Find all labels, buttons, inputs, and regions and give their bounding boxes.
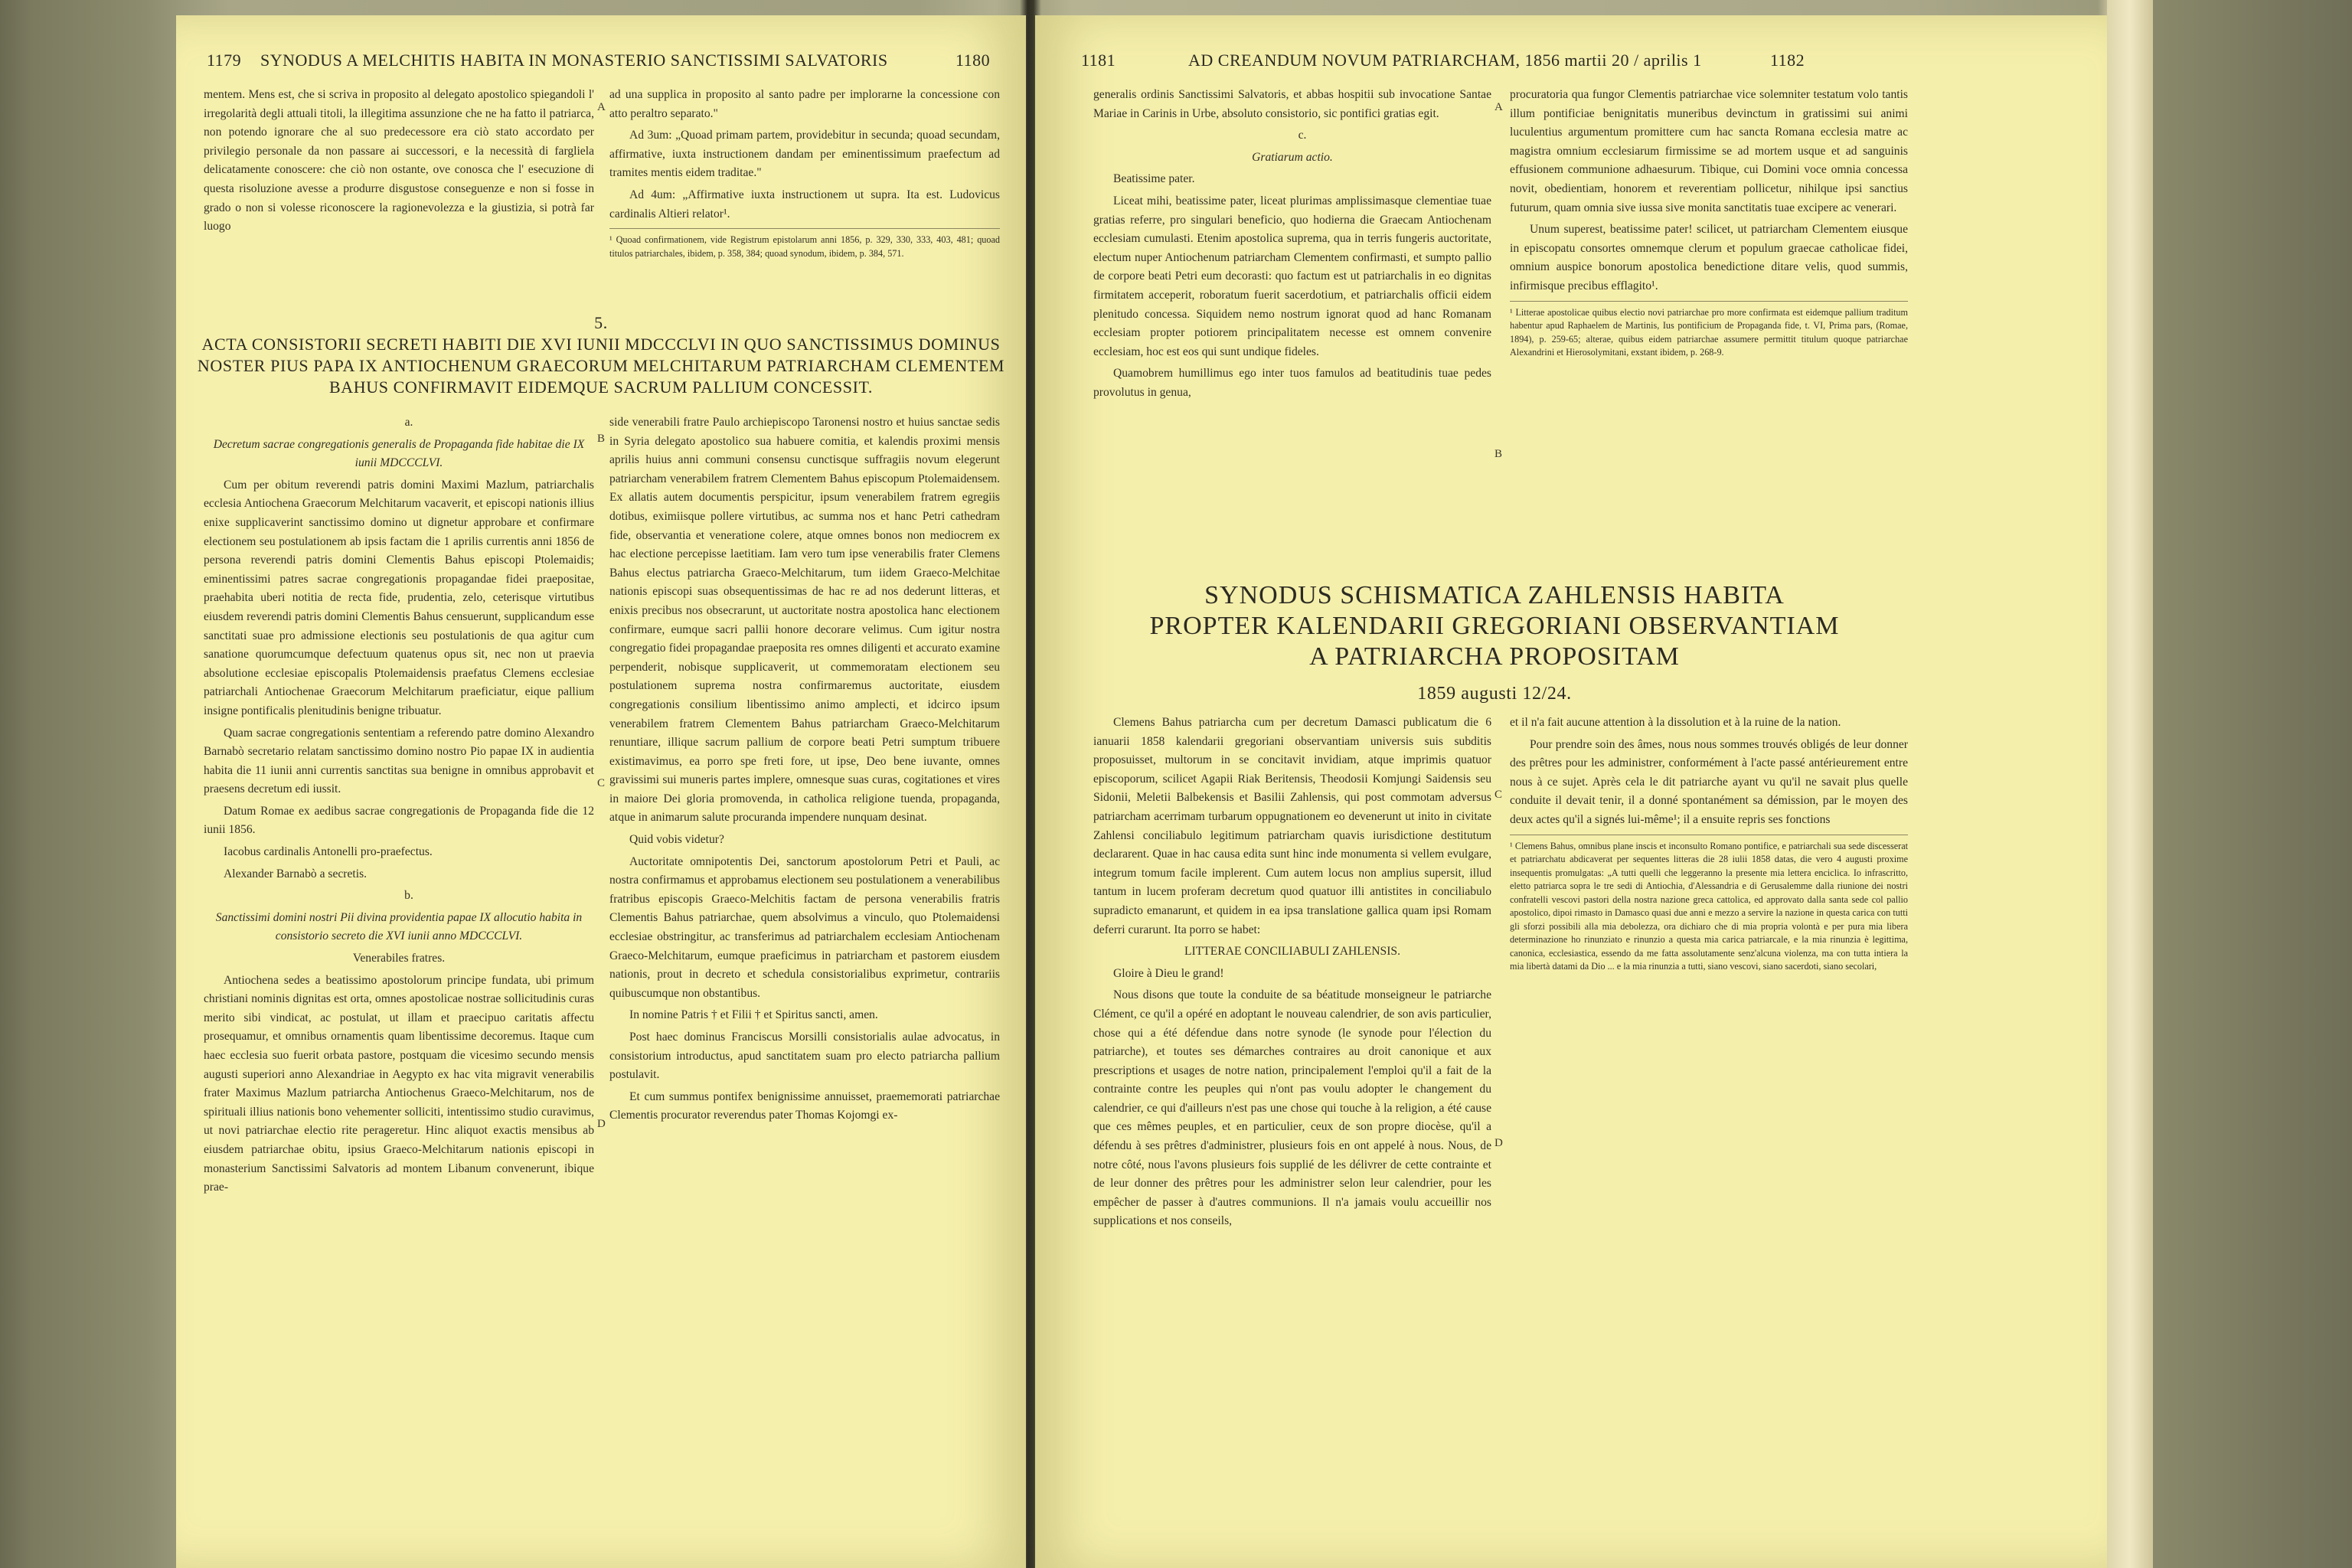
beatissime-pater: Beatissime pater. [1113,172,1195,186]
right-margin-marker-a: A [1494,101,1503,113]
left-col1-p1: Cum per obitum reverendi patris domini Maximi Mazlum, patriarchalis ecclesia Antiochena Graecorum Melchitarum vacaverit, et episcopi nationis illius enixe supplicaverint sanctissimo domino ut dignetur approbare et confirmare electionem seu postulationem ab ipsis factam die 1 aprilis currentis anni 1856 de persona reverendi patris domini Clementis Bahus episcopi Ptolemaidis; eminentissimi patres sacrae congregationis propagandae fidei praepositae, praehabita uberi notitia de recta fide, prudentia, zelo, ceterisque virtutibus eiusdem reverendi patris domini Clementis Bahus censuerunt, supplicandum esse sanctitati suae pro admissione electionis seu postulationis de qua agitur cum sanatione quorumcumque defectuum quatenus opus sit, nec non ut praevia absolutione ecclesiae episcopalis Ptolemaidensis praefatus Clemens ecclesiae patriarchali Antiochenae Graecorum Melchitarum praeficiatur, eique pallium insigne pontificalis plenitudinis benigne tribuatur. [204,478,594,717]
right-lower-col1-p1: Clemens Bahus patriarcha cum per decretum Damasci publicatum die 6 ianuarii 1858 kalendarii gregoriani observantiam universis suis subditis proposuisset, multorum in se concitavit invidiam, atque imprimis quatuor episcoporum, scilicet Agapii Riak Beritensis, Theodosii Komjungi Saidensis seu Sidonii, Meletii Balbekensis et Basilii Zahlensis, qui post commotam adversus patriarcham acerrimam turbarum oppugnationem eo devenerunt ut inito in civitate Zahlensi conciliabulo legitimum patriarcham quavis iurisdictione destitutum declararent. Quae in hac causa edita sunt hinc inde monumenta si vellem evulgare, integrum tomum facile implerent. Cum autem locus non amplius supersit, illud tantum in lucem proferam decretum quod quatuor illi antistites in conciliabulo supradicto emanarunt, et quidem in ea ipsa translatione gallica quam ipsi Romam deferri curarunt. Ita porro se habet: [1093,716,1491,936]
left-col2-p4: Post haec dominus Franciscus Morsilli consistorialis aulae advocatus, in consistorium introductus, apud sanctitatem suam pro electo patriarcha pallium postulavit. [609,1031,1000,1082]
right-col2-p1: procuratoria qua fungor Clementis patriarchae vice solemniter testatum volo tantis illum pontificiae benignitatis muneribus devinctum in gratissimi sui animi luculentius argumentum promittere cum hac sancta Romana ecclesia matre ac magistra omnium ecclesiarum firmissime se ad mortem usque et ad sanguinis effusionem communione adhaesurum. Tibique, cui Domini voce omnia concessa novit, obedientiam, honorem et reverentiam pollicetur, nihilque ipsi sanctius futurum, quam omnia sive iussa sive monita sanctitatis tuae excipere ac venerari. [1510,88,1908,214]
label-b: b. [404,889,413,903]
section-5-heading [191,312,1011,398]
left-col2-p3: In nomine Patris † et Filii † et Spiritus sancti, amen. [629,1008,878,1022]
margin-marker-b: B [597,433,606,445]
left-top-col1 [204,86,594,240]
left-col1-p3: Datum Romae ex aedibus sacrae congregationis de Propaganda fide die 12 iunii 1856. [204,804,594,837]
right-page [1035,15,2107,1568]
signature-antonelli: Iacobus cardinalis Antonelli pro-praefectus. [224,845,433,859]
label-c: c. [1298,129,1307,142]
left-top-col1-text: mentem. Mens est, che si scriva in proposito al delegato apostolico spiegandoli l' irregolarità degli attuali titoli, la illegitima assunzione che ne ha fatto il patriarca, non potendo ignorare che al suo predecessore era ciò stato accordato per privilegio personale da non passare ai successori, e la necessità di fargliela delicatamente conoscere: che ciò non ostante, ove conosca che l' esecuzione di questa risoluzione avesse a produrre disgustose conseguenze e non si fosse in grado o non si volesse riconoscere la ragionevolezza e la giustizia, si potrà far luogo [204,88,594,234]
right-margin-marker-c: C [1494,789,1503,801]
left-top-col2-text-a: ad una supplica in proposito al santo padre per implorarne la concessione con atto peraltro separato." [609,88,1000,120]
left-page-number: 1179 [207,51,242,70]
left-top-col2-text-c: Ad 4um: „Affirmative iuxta instructionem ut supra. Ita est. Ludovicus cardinalis Altieri relator¹. [609,188,1000,220]
right-col1 [1093,86,1491,406]
right-col1-p2: Quamobrem humillimus ego inter tuos famulos ad beatitudinis tuae pedes provolutus in genua, [1093,367,1491,399]
left-col1-p4: Antiochena sedes a beatissimo apostolorum principe fundata, ubi primum christiani nominis dignitas est orta, omnes apostolicae nostrae sollicitudinis curas merito sibi vindicat, ac postulat, ut illam et praecipuo caritatis affectu prosequamur, et omnibus ornamentis quam libentissime decoremus. Itaque cum haec ecclesia suo fuerit orbata pastore, postquam die vicesimo secundo mensis augusti superiori anno Alexandriae in Aegypto ex hac vita migravit venerabilis frater Maximus Mazlum patriarcha Antiochenus Graeco-Melchitarum, nos de spirituali illius nationis bono vehementer solliciti, intentissimo studio curavimus, ut novi patriarchae electio rite perageretur. Hinc aliquot exactis mensibus ab eiusdem patriarchae obitu, ipsius Graeco-Melchitarum nationis episcopi in monasterium Sanctissimi Salvatoris ad montem Libanum convenerunt, ibique prae- [204,973,594,1194]
synodus-title-line3: A PATRIARCHA PROPOSITAM [1309,642,1680,671]
decretum-title: Decretum sacrae congregationis generalis de Propaganda fide habitae die IX iunii MDCCCLVI. [213,437,585,470]
right-col1-p1: Liceat mihi, beatissime pater, liceat plurimas amplissimasque clementiae tuae gratias referre, pro singulari beneficio, quo hodierna die Graecam Antiochenam ecclesiam cumulasti. Etenim apostolica suprema, qua in terris fungeris auctoritate, electum nuper Antiochenum patriarcham Clementem confirmasti, et sumpto pallio de corpore beati Petri eum decorasti: quo factum est ut patriarchalis in eo dignitas firmitatem acceperit, roboratum fuerit sacerdotium, et patriarchalis officii eidem plenitudo concessa. Siquidem nemo nostrum ignorat quod ad hanc Romanam ecclesiam propter potiorem principalitatem necesse est omnem convenire ecclesiam, hoc est eos qui sunt undique fideles. [1093,194,1491,358]
left-page [176,15,1026,1568]
venerabiles-fratres: Venerabiles fratres. [352,952,446,965]
left-col1 [204,413,594,1200]
right-col1-p0: generalis ordinis Sanctissimi Salvatoris, et abbas hospitii sub invocatione Santae Mariae in Carinis in Urbe, absoluto consistorio, sic pontifici gratias egit. [1093,88,1491,120]
right-col2 [1510,86,1908,360]
left-col1-p2: Quam sacrae congregationis sententiam a referendo patre domino Alexandro Barnabò secretario relatam sanctissimo domino nostro Pio papae IX in audientia habita die 11 iunii anni currentis sanctitas sua benigne in omnibus approbavit et praesens decretum edi iussit. [204,726,594,796]
synodus-title-line1: SYNODUS SCHISMATICA ZAHLENSIS HABITA [1204,581,1785,609]
synodus-date: 1859 augusti 12/24. [1417,684,1572,704]
left-col2-p5: Et cum summus pontifex benignissime annuisset, praememorati patriarchae Clementis procurator reverendus pater Thomas Kojomgi ex- [609,1089,1000,1122]
right-col2-p2: Unum superest, beatissime pater! scilicet, ut patriarcham Clementem eiusque in episcopatu consortes omnemque clerum et populum graecae catholicae fidei, omnium auspice bonorum apostolica benedictione ditare velis, quod summis, infirmisque precibus efflagito¹. [1510,223,1908,292]
right-margin-marker-d: D [1494,1137,1503,1149]
left-top-col2-text-b: Ad 3um: „Quoad primam partem, providebitur in secunda; quoad secundam, affirmative, iuxta instructionem dandam per eminentissimum praefectum ad tramites mentis eidem traditae." [609,129,1000,180]
right-lower-col1 [1093,714,1491,1234]
left-col2 [609,413,1000,1129]
gloire-a-dieu: Gloire à Dieu le grand! [1113,966,1224,980]
left-page-number-b: 1180 [956,51,991,70]
left-col2-p1: side venerabili fratre Paulo archiepiscopo Taronensi nostro et huius sanctae sedis in Syria delegato apostolico sua habuere comitia, et kalendis proximi mensis aprilis huius anni communi consensu cunctisque suffragiis novum elegerunt patriarcham venerabilem fratrem Clementem Bahus episcopum Ptolemaidensem. Ex allatis autem documentis perspicitur, ipsum venerabilem fratrem egregiis dotibus, eximiisque pollere virtutibus, ac summa nos et hanc Petri cathedram fide, observantia et veneratione colere, atque omnes bonos non mediocrem ex hac electione percepisse laetitiam. Iam vero tum ipse venerabilis frater Clemens Bahus electus patriarcha Graeco-Melchitarum, tum iidem Graeco-Melchitae nationis episcopi suas obsequentissimas de hac re ad nos dederunt litteras, et enixis precibus nos obsecrarunt, ut auctoritate nostra apostolica hanc electionem confirmare, eumque sacri pallii honore decorare velimus. Cum igitur nostra congregatio fidei propagandae praeposita res omnes diligenti et accurato examine perpenderit, nobisque supplicaverit, ut commemoratam electionem seu postulationem suprema nostra confirmaremus auctoritate, eiusdem congregationis consilium libentissimo animo amplecti, et idcirco ipsum venerabilem fratrem Clementem Bahus patriarcham Graeco-Melchitarum renuntiare, illique sacrum pallium de corpore beati Petri sumptum tribuere existimavimus, ea porro spe freti fore, ut ipse, Deo bene iuvante, omnes gravissimi sui muneris partes implere, omnesque suas curas, cogitationes et vires in maiore Dei gloria promovenda, in catholica religione tuenda, propaganda, atque in animarum salute procuranda impendere nunquam desinat. [609,416,1000,825]
right-lower-footnote: ¹ Clemens Bahus, omnibus plane inscis et inconsulto Romano pontifice, e patriarchali sua sede discesserat et patriarchatu abdicaverat per sequentes litteras die 28 iulii 1858 datas, die vero 4 augusti proxime insequentis promulgatas: „A tutti quelli che leggeranno la presente mia lettera enciclica. Io infrascritto, eletto patriarca sopra le tre sedi di Antiochia, d'Alessandria e di Gerusalemme dalla riunione dei nostri confratelli vescovi pastori della nostra nazione greca cattolica, ed approvato dalla santa sede col pallio apostolico, dipoi rimasto in Damasco quasi due anni e mezzo a servire la nazione in questa carica con tutti gli sforzi possibili alla mia debolezza, ora dichiaro che di mia propria volontà e per pura mia libera determinazione ho rinunziato e rinunzio a questa mia carica patriarcale, e la mia rinunzia è legittima, canonica, ecclesiastica, essendo da me fatta assolutamente senz'alcuna violenza, ma con tutta intiera la mia libertà datami da Dio ... e la mia rinunzia a tutti, siano vescovi, siano sacerdoti, siano secolari, [1510,835,1908,974]
left-top-footnote: ¹ Quoad confirmationem, vide Registrum epistolarum anni 1856, p. 329, 330, 333, 403, 481; quoad titulos patriarchales, ibidem, p. 358, 384; quoad synodum, ibidem, p. 384, 571. [609,228,1000,260]
right-page-number-b: 1182 [1770,51,1805,70]
gratiarum-actio: Gratiarum actio. [1252,150,1333,164]
synodus-title [1081,580,1908,672]
litterae-heading: LITTERAE CONCILIABULI ZAHLENSIS. [1184,945,1400,959]
right-margin-marker-b: B [1494,448,1503,460]
right-running-title: AD CREANDUM NOVUM PATRIARCHAM, 1856 martii 20 / aprilis 1 [1188,51,1702,70]
right-lower-col2-p2: Pour prendre soin des âmes, nous nous sommes trouvés obligés de leur donner des prêtres pour les administrer, conformément à l'acte passé antérieurement entre nous à ce sujet. Après cela le dit patriarche ayant vu qu'il ne savait plus quelle conduite il devait tenir, il a donné spontanément sa démission, par le moyen des deux actes qu'il a signés lui-même¹; il a ensuite repris ses fonctions [1510,737,1908,826]
right-page-number: 1181 [1081,51,1116,70]
synodus-title-line2: PROPTER KALENDARII GREGORIANI OBSERVANTIAM [1149,612,1840,640]
left-top-col2 [609,86,1000,260]
section-number: 5. [594,313,608,332]
margin-marker-a: A [597,101,606,113]
left-col2-p2: Auctoritate omnipotentis Dei, sanctorum apostolorum Petri et Pauli, ac nostra confirmamus et approbamus electionem seu postulationem a venerabilibus fratribus episcopis Graeco-Melchitis factam de persona venerabilis fratris Clementis Bahus patriarchae, quem absolvimus a vinculo, quo Ptolemaidensi ecclesiae obstringitur, ac transferimus ad patriarchalem ecclesiam Antiochenam Graeco-Melchitarum, eumque praeficimus in patriarcham et pastorem eiusdem nationis, prout in decreto et schedula consistorialibus exprimetur, contrariis quibuscumque non obstantibus. [609,854,1000,1000]
right-col2-footnote: ¹ Litterae apostolicae quibus electio novi patriarchae pro more confirmata est eidemque pallium traditum habentur apud Raphaelem de Martinis, Ius pontificium de Propaganda fide, t. VI, Prima pars, (Romae, 1894), p. 259-65; alterae, quibus eidem patriarchae assumere permittit titulum quoque patriarchae Alexandrini et Hierosolymitani, exstant ibidem, p. 268-9. [1510,301,1908,360]
page-edge [2107,0,2153,1568]
margin-marker-d: D [597,1118,606,1130]
left-running-title: SYNODUS A MELCHITIS HABITA IN MONASTERIO SANCTISSIMI SALVATORIS [260,51,888,70]
section-title: ACTA CONSISTORII SECRETI HABITI DIE XVI IUNII MDCCCLVI IN QUO SANCTISSIMUS DOMINUS NOSTER PIUS PAPA IX ANTIOCHENUM GRAECORUM MELCHITARUM PATRIARCHAM CLEMENTEM BAHUS CONFIRMAVIT EIDEMQUE SACRUM PALLIUM CONCESSIT. [197,335,1005,397]
right-lower-col1-p2: Nous disons que toute la conduite de sa béatitude monseigneur le patriarche Clément, ce qu'il a opéré en adoptant le nouveau calendrier, de son avis particulier, chose qui a été défendue dans notre synode (le synode pour l'élection du patriarche), et toutes ses démarches contraires au droit canonique et aux prescriptions et usages de notre nation, principalement l'emploi qu'il a fait de la contrainte contre les peuples qui n'ont pas voulu adopter le changement du calendrier, ce qui d'ailleurs n'est pas une chose qui touche à la religion, a été cause que ces mêmes peuples, et en particulier, ceux de son propre diocèse, qu'il a défendu à ses prêtres d'administrer, plusieurs fois en ont appelé à nous. Nous, de notre côté, nous l'avons plusieurs fois supplié de les délivrer de cette contrainte et de leur donner des prêtres pour les administrer selon leur calendrier, pour les empêcher de passer à d'autres communions. Il n'a jamais voulu accueillir nos supplications et nos conseils, [1093,988,1491,1228]
signature-barnabo: Alexander Barnabò a secretis. [224,867,368,880]
right-lower-col2-p1: et il n'a fait aucune attention à la dissolution et à la ruine de la nation. [1510,716,1841,729]
right-lower-col2 [1510,714,1908,974]
label-a: a. [404,416,413,429]
margin-marker-c: C [597,777,606,789]
quid-vobis: Quid vobis videtur? [629,833,724,847]
allocutio-title: Sanctissimi domini nostri Pii divina providentia papae IX allocutio habita in consistorio secreto die XVI iunii anno MDCCCLVI. [215,910,583,943]
